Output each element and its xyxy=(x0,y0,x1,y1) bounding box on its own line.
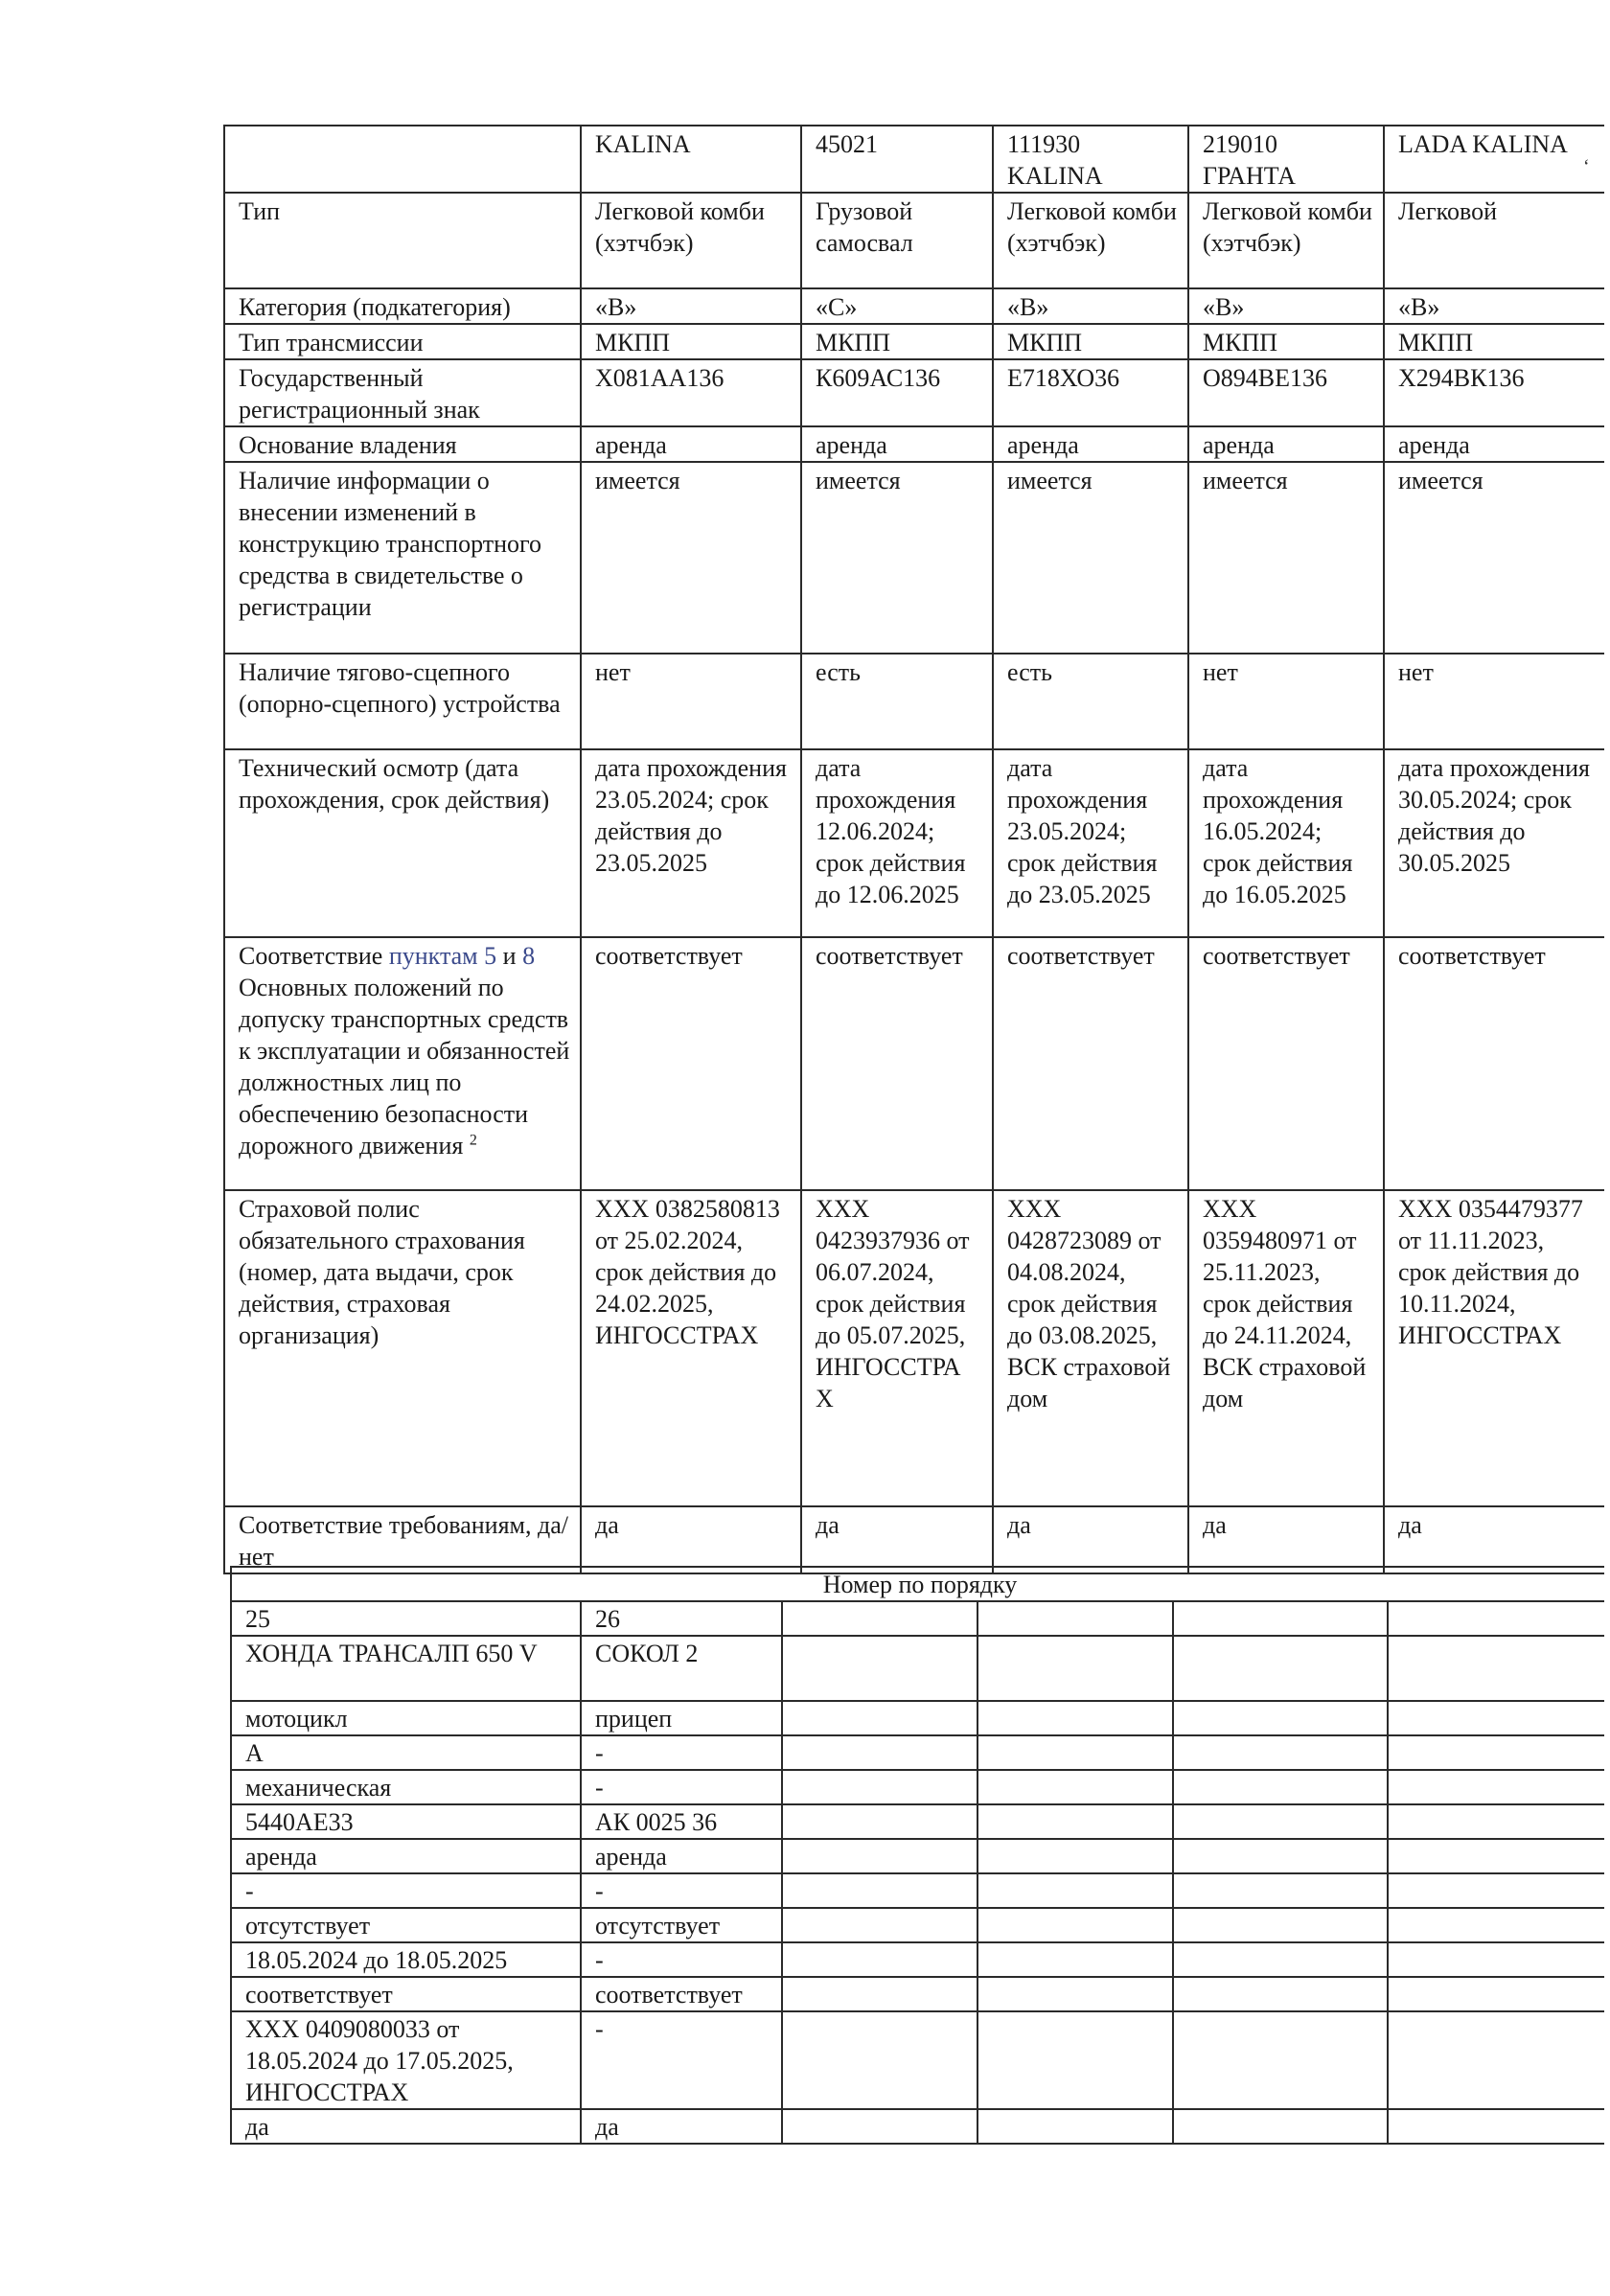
row-label: Тип трансмиссии xyxy=(224,324,581,359)
table-row xyxy=(231,2011,1604,2109)
vehicles-table xyxy=(223,125,1604,1574)
table-cell: да xyxy=(1188,1506,1384,1573)
table-row xyxy=(224,426,1604,462)
table-cell: прицеп xyxy=(581,1701,782,1735)
empty-cell xyxy=(1173,1735,1388,1770)
empty-cell xyxy=(978,1908,1173,1942)
table-cell: отсутствует xyxy=(581,1908,782,1942)
table-cell: дата прохождения 12.06.2024; срок действия до 12.06.2025 xyxy=(801,749,993,937)
empty-cell xyxy=(1173,1770,1388,1804)
empty-cell xyxy=(782,1770,978,1804)
table-cell: Х294ВК136 xyxy=(1384,359,1604,426)
empty-cell xyxy=(1173,2011,1388,2109)
table-row xyxy=(231,1942,1604,1977)
empty-cell xyxy=(1173,2109,1388,2144)
empty-cell xyxy=(978,2011,1173,2109)
table-row xyxy=(231,1839,1604,1873)
empty-cell xyxy=(978,1770,1173,1804)
empty-cell xyxy=(782,2109,978,2144)
table-cell: есть xyxy=(993,654,1188,749)
table-cell: Легковой xyxy=(1384,193,1604,288)
table-cell: СОКОЛ 2 xyxy=(581,1636,782,1701)
table-cell: - xyxy=(231,1873,581,1908)
table-row xyxy=(224,937,1604,1190)
empty-cell xyxy=(782,1636,978,1701)
table-cell: ХХХ 0359480971 от 25.11.2023, срок действия до 24.11.2024, ВСК страховой дом xyxy=(1188,1190,1384,1506)
table-cell: аренда xyxy=(1384,426,1604,462)
row-label: Соответствие требованиям, да/нет xyxy=(224,1506,581,1573)
trailers-table xyxy=(230,1566,1604,2145)
table-row xyxy=(224,193,1604,288)
empty-cell xyxy=(1173,1601,1388,1636)
table-cell: есть xyxy=(801,654,993,749)
empty-cell xyxy=(978,1873,1173,1908)
table-cell: да xyxy=(1384,1506,1604,1573)
empty-cell xyxy=(978,1977,1173,2011)
table-cell: Е718ХО36 xyxy=(993,359,1188,426)
table-cell: соответствует xyxy=(993,937,1188,1190)
empty-cell xyxy=(1388,1977,1604,2011)
table-cell: соответствует xyxy=(581,937,801,1190)
row-label: Тип xyxy=(224,193,581,288)
table-cell: имеется xyxy=(993,462,1188,654)
table-cell: мотоцикл xyxy=(231,1701,581,1735)
empty-cell xyxy=(782,2011,978,2109)
table-row xyxy=(224,359,1604,426)
table-cell: ХХХ 0423937936 от 06.07.2024, срок действия до 05.07.2025, ИНГОССТРА Х xyxy=(801,1190,993,1506)
row-label: Основание владения xyxy=(224,426,581,462)
empty-cell xyxy=(782,1601,978,1636)
empty-cell xyxy=(978,1942,1173,1977)
table-cell: дата прохождения 23.05.2024; срок действия до 23.05.2025 xyxy=(993,749,1188,937)
empty-cell xyxy=(978,1735,1173,1770)
empty-cell xyxy=(782,1735,978,1770)
table-cell: аренда xyxy=(801,426,993,462)
table-cell: имеется xyxy=(581,462,801,654)
table-cell: да xyxy=(801,1506,993,1573)
empty-cell xyxy=(1388,1873,1604,1908)
table-row xyxy=(224,1506,1604,1573)
empty-cell xyxy=(1388,1601,1604,1636)
row-label xyxy=(224,937,581,1190)
table-cell: - xyxy=(581,1942,782,1977)
table-cell: ХХХ 0354479377 от 11.11.2023, срок действия до 10.11.2024, ИНГОССТРАХ xyxy=(1384,1190,1604,1506)
empty-cell xyxy=(1388,1908,1604,1942)
table-row xyxy=(231,1977,1604,2011)
table-cell: имеется xyxy=(1384,462,1604,654)
column-header: KALINA xyxy=(581,126,801,193)
empty-cell xyxy=(1173,1839,1388,1873)
column-header: 45021 xyxy=(801,126,993,193)
empty-cell xyxy=(782,1908,978,1942)
empty-cell xyxy=(1173,1908,1388,1942)
table-cell: «С» xyxy=(801,288,993,324)
table-cell: Легковой комби (хэтчбэк) xyxy=(993,193,1188,288)
empty-cell xyxy=(1388,2109,1604,2144)
table-cell: 26 xyxy=(581,1601,782,1636)
empty-cell xyxy=(782,1942,978,1977)
column-header: 219010 ГРАНТА xyxy=(1188,126,1384,193)
pen-mark-icon: ʻ xyxy=(1583,156,1590,177)
reference-link[interactable]: 8 xyxy=(522,942,536,970)
table-cell: «В» xyxy=(1188,288,1384,324)
table-cell: да xyxy=(581,1506,801,1573)
table-row xyxy=(231,1873,1604,1908)
table-cell: да xyxy=(581,2109,782,2144)
footnote-marker: 2 xyxy=(469,1132,477,1149)
row-label: Государственный регистрационный знак xyxy=(224,359,581,426)
table-cell: ХХХ 0428723089 от 04.08.2024, срок действия до 03.08.2025, ВСК страховой дом xyxy=(993,1190,1188,1506)
table-cell: - xyxy=(581,1770,782,1804)
table-cell: Х081АА136 xyxy=(581,359,801,426)
empty-cell xyxy=(1388,1636,1604,1701)
row-label: Страховой полис обязательного страхования (номер, дата выдачи, срок действия, страховая организация) xyxy=(224,1190,581,1506)
row-label: Технический осмотр (дата прохождения, срок действия) xyxy=(224,749,581,937)
table-cell: ХОНДА ТРАНСАЛП 650 V xyxy=(231,1636,581,1701)
table-row xyxy=(231,1770,1604,1804)
table-row xyxy=(231,1636,1604,1701)
table-cell: «В» xyxy=(581,288,801,324)
empty-cell xyxy=(1388,1770,1604,1804)
empty-cell xyxy=(1173,1701,1388,1735)
table-cell: МКПП xyxy=(801,324,993,359)
empty-cell xyxy=(978,1701,1173,1735)
table-cell: дата прохождения 16.05.2024; срок действия до 16.05.2025 xyxy=(1188,749,1384,937)
header-corner-cell xyxy=(224,126,581,193)
table-row xyxy=(224,462,1604,654)
empty-cell xyxy=(1173,1942,1388,1977)
empty-cell xyxy=(782,1701,978,1735)
empty-cell xyxy=(978,1839,1173,1873)
label-text: и xyxy=(496,942,523,970)
row-label: Категория (подкатегория) xyxy=(224,288,581,324)
empty-cell xyxy=(1388,1804,1604,1839)
table-row xyxy=(224,654,1604,749)
table-cell: механическая xyxy=(231,1770,581,1804)
table-row xyxy=(231,1701,1604,1735)
table-cell: соответствует xyxy=(231,1977,581,2011)
table-row xyxy=(231,1804,1604,1839)
table-cell: отсутствует xyxy=(231,1908,581,1942)
empty-cell xyxy=(1173,1804,1388,1839)
table-cell: дата прохождения 30.05.2024; срок действия до 30.05.2025 xyxy=(1384,749,1604,937)
table-cell: аренда xyxy=(231,1839,581,1873)
column-header: LADA KALINA xyxy=(1384,126,1604,193)
row-label: Наличие информации о внесении изменений в конструкцию транспортного средства в свидетельстве о регистрации xyxy=(224,462,581,654)
table-cell: - xyxy=(581,2011,782,2109)
table-cell: соответствует xyxy=(1384,937,1604,1190)
table-row xyxy=(231,1908,1604,1942)
empty-cell xyxy=(782,1873,978,1908)
table-cell: МКПП xyxy=(581,324,801,359)
empty-cell xyxy=(1173,1873,1388,1908)
empty-cell xyxy=(978,1636,1173,1701)
table-header-row xyxy=(224,126,1604,193)
empty-cell xyxy=(978,1601,1173,1636)
table-cell: имеется xyxy=(801,462,993,654)
table-cell: да xyxy=(231,2109,581,2144)
table-cell: МКПП xyxy=(1188,324,1384,359)
table-cell: имеется xyxy=(1188,462,1384,654)
empty-cell xyxy=(782,1977,978,2011)
table-cell: нет xyxy=(1384,654,1604,749)
table-cell: нет xyxy=(581,654,801,749)
table-row xyxy=(224,1190,1604,1506)
section-header: Номер по порядку xyxy=(231,1567,1604,1601)
table-cell: дата прохождения 23.05.2024; срок действия до 23.05.2025 xyxy=(581,749,801,937)
table-cell: «В» xyxy=(993,288,1188,324)
empty-cell xyxy=(782,1804,978,1839)
table-cell: 18.05.2024 до 18.05.2025 xyxy=(231,1942,581,1977)
label-text: Основных положений по допуску транспортных средств к эксплуатации и обязанностей должностных лиц по обеспечению безопасности дорожного движения xyxy=(239,974,570,1159)
empty-cell xyxy=(978,2109,1173,2144)
table-cell: АК 0025 36 xyxy=(581,1804,782,1839)
table-cell: 25 xyxy=(231,1601,581,1636)
table-cell: - xyxy=(581,1873,782,1908)
table-cell: ХХХ 0409080033 от 18.05.2024 до 17.05.2025, ИНГОССТРАХ xyxy=(231,2011,581,2109)
table-row xyxy=(224,324,1604,359)
table-cell: МКПП xyxy=(993,324,1188,359)
empty-cell xyxy=(1173,1636,1388,1701)
row-label: Наличие тягово-сцепного (опорно-сцепного) устройства xyxy=(224,654,581,749)
empty-cell xyxy=(782,1839,978,1873)
table-row xyxy=(224,288,1604,324)
table-cell: - xyxy=(581,1735,782,1770)
table-cell: 5440АЕ33 xyxy=(231,1804,581,1839)
empty-cell xyxy=(978,1804,1173,1839)
table-cell: соответствует xyxy=(801,937,993,1190)
empty-cell xyxy=(1388,2011,1604,2109)
column-header: 111930 KALINA xyxy=(993,126,1188,193)
table-header-row xyxy=(231,1567,1604,1601)
label-text: Соответствие xyxy=(239,942,389,970)
table-cell: Легковой комби (хэтчбэк) xyxy=(1188,193,1384,288)
empty-cell xyxy=(1388,1701,1604,1735)
table-cell: да xyxy=(993,1506,1188,1573)
table-row xyxy=(231,2109,1604,2144)
table-cell: нет xyxy=(1188,654,1384,749)
empty-cell xyxy=(1388,1735,1604,1770)
table-cell: О894ВЕ136 xyxy=(1188,359,1384,426)
table-row xyxy=(231,1601,1604,1636)
table-cell: «В» xyxy=(1384,288,1604,324)
table-cell: Грузовой самосвал xyxy=(801,193,993,288)
table-cell: МКПП xyxy=(1384,324,1604,359)
table-cell: аренда xyxy=(581,1839,782,1873)
table-cell: соответствует xyxy=(581,1977,782,2011)
table-cell: А xyxy=(231,1735,581,1770)
table-cell: соответствует xyxy=(1188,937,1384,1190)
table-cell: ХХХ 0382580813 от 25.02.2024, срок действия до 24.02.2025, ИНГОССТРАХ xyxy=(581,1190,801,1506)
empty-cell xyxy=(1388,1839,1604,1873)
table-cell: аренда xyxy=(1188,426,1384,462)
empty-cell xyxy=(1173,1977,1388,2011)
reference-link[interactable]: пунктам 5 xyxy=(388,942,497,970)
table-cell: Легковой комби (хэтчбэк) xyxy=(581,193,801,288)
table-row xyxy=(231,1735,1604,1770)
empty-cell xyxy=(1388,1942,1604,1977)
table-cell: К609АС136 xyxy=(801,359,993,426)
table-cell: аренда xyxy=(993,426,1188,462)
table-row xyxy=(224,749,1604,937)
table-cell: аренда xyxy=(581,426,801,462)
